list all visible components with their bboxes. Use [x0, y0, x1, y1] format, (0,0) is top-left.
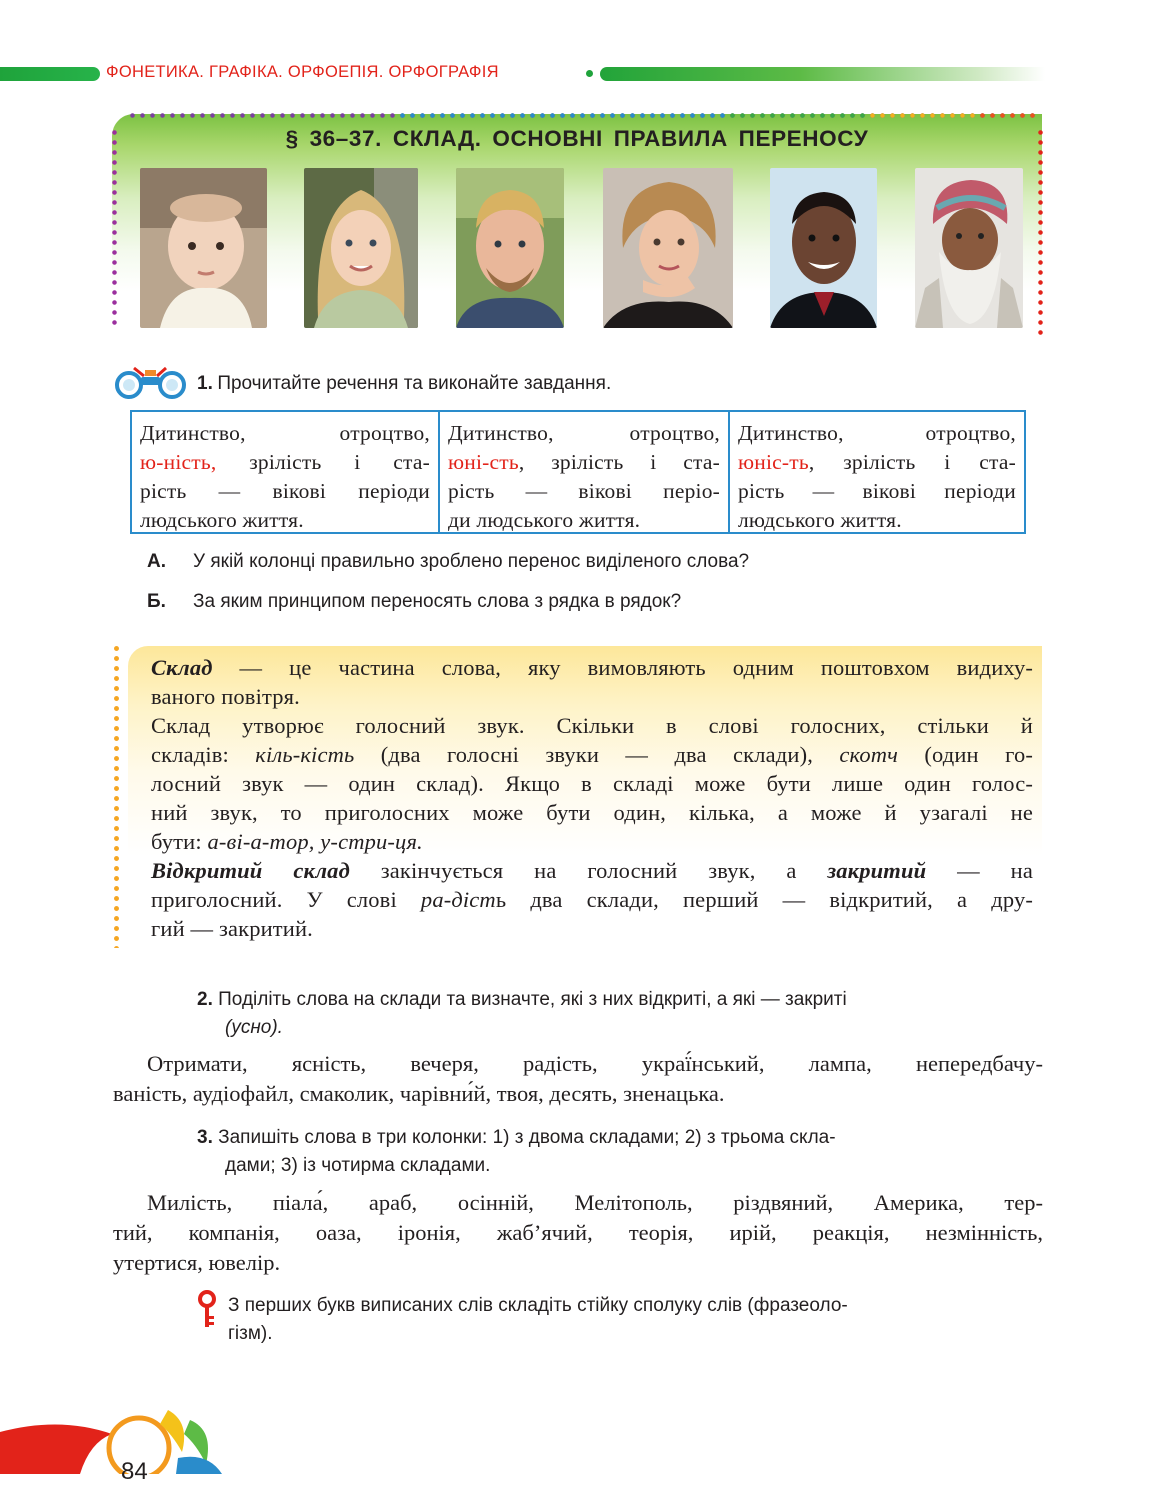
- header-dot: [586, 70, 593, 77]
- table-column-3: [728, 412, 1024, 532]
- question-a: [147, 551, 749, 573]
- highlighted-word: ю-ність,: [140, 450, 217, 474]
- rule-example: а-ві-а-тор, у-стри-ця.: [207, 829, 423, 854]
- rule-line: — на: [926, 858, 1034, 883]
- photo-man-smiling: [770, 168, 877, 328]
- rule-example: скотч: [839, 742, 898, 767]
- rule-example: ра-діст: [420, 887, 496, 912]
- banner-dotted-right: [1038, 130, 1043, 335]
- rule-dotted-border: [114, 646, 119, 948]
- rule-line: бути:: [151, 829, 208, 854]
- key-icon: [196, 1290, 218, 1330]
- exercise-1: [197, 373, 611, 395]
- question-b: [147, 591, 681, 613]
- table-cell-line: людського життя.: [738, 508, 902, 532]
- rule-line: (два голосні звуки — два склади),: [354, 742, 840, 767]
- rule-line: — це частина слова, яку вимовляють одним поштовхом видиху-: [212, 655, 1033, 680]
- photo-man-young: [456, 168, 564, 328]
- section-title: § 36–37. СКЛАД. ОСНОВНІ ПРАВИЛА ПЕРЕНОСУ: [285, 126, 869, 151]
- table-cell-line: , зрілість і ста-: [518, 450, 720, 474]
- table-cell-line: рість — вікові періоди: [140, 479, 430, 503]
- exercise-2: [197, 986, 997, 1042]
- table-cell-line: рість — вікові періо-: [448, 479, 720, 503]
- table-column-1: [132, 412, 438, 532]
- question-text: За яким принципом переносять слова з рядка в рядок?: [193, 591, 682, 612]
- rule-line: (один го-: [898, 742, 1033, 767]
- question-letter: А.: [147, 551, 166, 572]
- rule-line: складів:: [151, 742, 256, 767]
- exercise-3-words: [113, 1188, 1043, 1278]
- table-cell-line: Дитинство, отроцтво,: [140, 421, 430, 445]
- rule-line: закінчується на голосний звук, а: [349, 858, 828, 883]
- table-cell-line: Дитинство, отроцтво,: [448, 421, 720, 445]
- word-list-line: утертися, ювелір.: [113, 1250, 281, 1275]
- binoculars-icon: [114, 364, 188, 400]
- table-cell-line: людського життя.: [140, 508, 304, 532]
- key-task-line: гізм).: [228, 1323, 273, 1344]
- banner-dotted-left: [112, 130, 117, 330]
- exercise-number: 1.: [197, 373, 213, 394]
- rule-line: ваного повітря.: [151, 684, 300, 709]
- rule-line: приголосний. У слові: [151, 887, 421, 912]
- photo-baby: [140, 168, 267, 328]
- exercise-number: 3.: [197, 1127, 213, 1148]
- running-title: ФОНЕТИКА. ГРАФІКА. ОРФОЕПІЯ. ОРФОГРАФІЯ: [106, 63, 499, 81]
- highlighted-word: юніс-ть: [738, 450, 809, 474]
- rule-term: закритий: [827, 858, 927, 883]
- banner-dotted-border-green: [730, 113, 870, 118]
- banner-dotted-border-yellow: [870, 113, 980, 118]
- banner-dotted-border-blue: [400, 113, 730, 118]
- highlighted-word: юні-сть: [448, 450, 519, 474]
- exercise-3: [197, 1124, 997, 1180]
- photo-girl: [304, 168, 418, 328]
- question-text: У якій колонці правильно зроблено перенос виділеного слова?: [193, 551, 750, 572]
- hyphenation-table: [130, 410, 1026, 534]
- rule-term: Склад: [151, 655, 213, 680]
- word-list-line: Отримати, ясність, вечеря, радість, украї́нський, лампа, непередбачу-: [147, 1051, 1043, 1076]
- table-column-2: [438, 412, 728, 532]
- photo-old-man: [915, 168, 1023, 328]
- table-cell-line: зрілість і ста-: [216, 450, 430, 474]
- rule-line: ний звук, то приголосних може бути один, кілька, а може й узагалі не: [151, 800, 1033, 825]
- question-letter: Б.: [147, 591, 166, 612]
- banner-dotted-border-orange: [980, 113, 1038, 118]
- table-cell-line: ди людського життя.: [448, 508, 641, 532]
- rule-line: лосний звук — один склад). Якщо в складі може бути лише один голос-: [151, 771, 1033, 796]
- word-list-line: Милість, піала́, араб, осінній, Мелітополь, різдвяний, Америка, тер-: [147, 1190, 1043, 1215]
- table-cell-line: Дитинство, отроцтво,: [738, 421, 1016, 445]
- exercise-2-words: [113, 1049, 1043, 1109]
- page-logo-icon: [0, 1372, 230, 1474]
- exercise-instruction: Запишіть слова в три колонки: 1) з двома складами; 2) з трьома скла-: [218, 1127, 836, 1148]
- exercise-number: 2.: [197, 989, 213, 1010]
- table-cell-line: , зрілість і ста-: [808, 450, 1016, 474]
- table-cell-line: рість — вікові періоди: [738, 479, 1016, 503]
- rule-line: гий — закритий.: [151, 916, 313, 941]
- key-task: [228, 1292, 1008, 1348]
- word-list-line: тий, компанія, оаза, іронія, жаб’ячий, теорія, ирій, реакція, незмінність,: [113, 1220, 1043, 1245]
- key-task-line: З перших букв виписаних слів складіть стійку сполуку слів (фразеоло-: [228, 1295, 848, 1316]
- exercise-instruction: Поділіть слова на склади та визначте, які з них відкриті, а які — закриті: [218, 989, 847, 1010]
- header-bar-right: [600, 67, 1045, 81]
- page-number: 84: [121, 1458, 148, 1485]
- word-list-line: ваність, аудіофайл, смаколик, чарівни́й, твоя, десять, зненацька.: [113, 1081, 725, 1106]
- photo-woman: [603, 168, 733, 328]
- exercise-instruction: Прочитайте речення та виконайте завдання.: [217, 373, 612, 394]
- exercise-instruction: дами; 3) із чотирма складами.: [225, 1155, 491, 1176]
- exercise-note: (усно).: [225, 1017, 283, 1038]
- rule-text: [151, 653, 1033, 943]
- rule-line: Склад утворює голосний звук. Скільки в слові голосних, стільки й: [151, 713, 1033, 738]
- rule-line: ь два склади, перший — відкритий, а дру-: [495, 887, 1033, 912]
- rule-example: кіль-кість: [255, 742, 355, 767]
- rule-term: Відкритий склад: [151, 858, 350, 883]
- header-bar-left: [0, 67, 100, 81]
